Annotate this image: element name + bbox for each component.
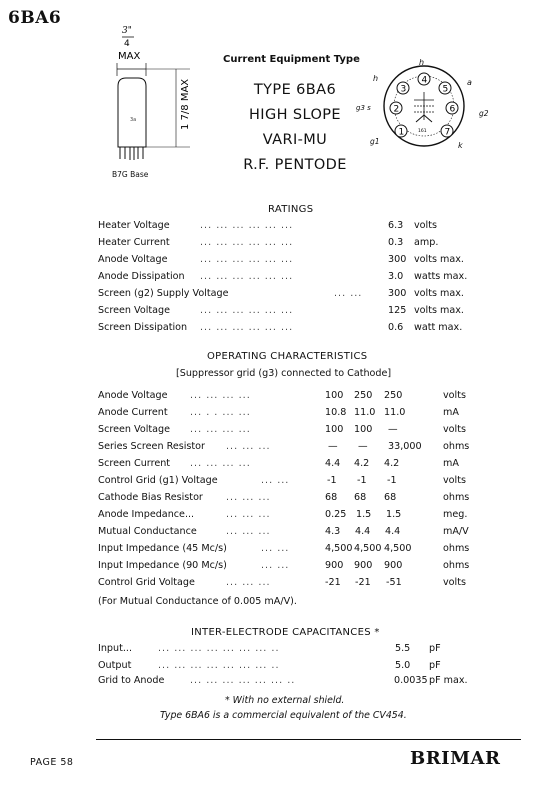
- leader-dots: ... ...: [334, 288, 363, 299]
- op-value-2: 4.2: [354, 458, 370, 469]
- op-label: Screen Voltage: [98, 424, 171, 435]
- cv-equivalent-note: Type 6BA6 is a commercial equivalent of the CV454.: [160, 710, 407, 721]
- shield-footnote: * With no external shield.: [225, 695, 345, 706]
- base-pin-diagram: [378, 60, 470, 152]
- op-value-1: 68: [325, 492, 338, 503]
- op-unit: mA/V: [443, 526, 469, 537]
- op-unit: volts: [443, 424, 466, 435]
- rating-unit: watt max.: [414, 322, 463, 333]
- current-equipment-label: Current Equipment Type: [223, 54, 360, 65]
- op-unit: ohms: [443, 560, 470, 571]
- op-value-3: 4.2: [384, 458, 400, 469]
- title-type: TYPE 6BA6: [253, 82, 337, 98]
- leader-dots: ... ... ... ... ... ...: [200, 271, 294, 282]
- op-label: Input Impedance (45 Mc/s): [98, 543, 227, 554]
- rating-label: Screen (g2) Supply Voltage: [98, 288, 229, 299]
- op-label: Input Impedance (90 Mc/s): [98, 560, 227, 571]
- pin-4: 4: [421, 75, 428, 86]
- rating-value: 300: [388, 254, 407, 265]
- cap-label: Output: [98, 660, 132, 671]
- title-rf-pentode: R.F. PENTODE: [243, 157, 347, 173]
- ratings-title: RATINGS: [268, 204, 314, 215]
- op-value-3: 1.5: [386, 509, 402, 520]
- op-value-2: 100: [354, 424, 373, 435]
- op-value-3: 33,000: [388, 441, 422, 452]
- leader-dots: ... ... ...: [226, 577, 271, 588]
- label-h-top: h: [419, 58, 425, 67]
- op-value-3: 4,500: [384, 543, 412, 554]
- width-max-label: MAX: [118, 51, 141, 62]
- pin-7: 7: [444, 127, 451, 138]
- op-value-2: —: [358, 441, 368, 452]
- leader-dots: ... ... ... ... ... ...: [200, 254, 294, 265]
- rating-label: Anode Dissipation: [98, 271, 185, 282]
- rating-unit: volts max.: [414, 305, 464, 316]
- rating-unit: volts max.: [414, 288, 464, 299]
- op-label: Anode Voltage: [98, 390, 168, 401]
- op-value-1: —: [328, 441, 338, 452]
- rating-label: Anode Voltage: [98, 254, 168, 265]
- width-fraction-numerator: 3": [122, 26, 132, 36]
- op-value-2: 250: [354, 390, 373, 401]
- rating-unit: volts: [414, 220, 437, 231]
- rating-value: 3.0: [388, 271, 404, 282]
- cap-unit: pF max.: [429, 675, 468, 686]
- op-unit: volts: [443, 390, 466, 401]
- cap-value: 5.5: [395, 643, 411, 654]
- op-value-1: 10.8: [325, 407, 347, 418]
- leader-dots: ... ... ... ...: [190, 424, 251, 435]
- op-value-3: 68: [384, 492, 397, 503]
- pin-5: 5: [442, 84, 449, 95]
- op-value-3: -51: [386, 577, 402, 588]
- rating-label: Screen Voltage: [98, 305, 171, 316]
- op-value-1: 900: [325, 560, 344, 571]
- op-value-3: 11.0: [384, 407, 406, 418]
- rating-unit: watts max.: [414, 271, 468, 282]
- leader-dots: ... ... ... ...: [190, 390, 251, 401]
- op-value-2: 4,500: [354, 543, 382, 554]
- op-unit: meg.: [443, 509, 468, 520]
- label-h-left: h: [373, 74, 379, 83]
- operating-note: (For Mutual Conductance of 0.005 mA/V).: [98, 596, 297, 607]
- op-value-3: 900: [384, 560, 403, 571]
- op-value-2: 1.5: [356, 509, 372, 520]
- op-label: Series Screen Resistor: [98, 441, 205, 452]
- leader-dots: ... ... ... ... ... ...: [200, 322, 294, 333]
- rating-value: 0.6: [388, 322, 404, 333]
- rating-value: 125: [388, 305, 407, 316]
- valve-outline-drawing: [100, 22, 220, 172]
- leader-dots: ... ... ... ... ... ... ... ..: [158, 643, 280, 654]
- operating-title: OPERATING CHARACTERISTICS: [207, 351, 368, 362]
- width-fraction-denominator: 4: [124, 39, 130, 49]
- label-g1: g1: [370, 137, 380, 146]
- op-value-1: 100: [325, 390, 344, 401]
- leader-dots: ... ... ... ... ... ...: [200, 220, 294, 231]
- op-unit: volts: [443, 475, 466, 486]
- leader-dots: ... ...: [261, 560, 290, 571]
- title-vari-mu: VARI-MU: [262, 132, 328, 148]
- op-value-3: —: [388, 424, 398, 435]
- op-value-1: -21: [325, 577, 341, 588]
- cap-unit: pF: [429, 660, 441, 671]
- op-unit: ohms: [443, 492, 470, 503]
- cap-value: 5.0: [395, 660, 411, 671]
- op-unit: ohms: [443, 441, 470, 452]
- pin-2: 2: [393, 104, 400, 115]
- op-value-1: 4,500: [325, 543, 353, 554]
- rating-value: 300: [388, 288, 407, 299]
- op-value-3: 4.4: [385, 526, 401, 537]
- height-max-label: 1 7/8 MAX: [180, 78, 191, 130]
- leader-dots: ... ...: [261, 475, 290, 486]
- cap-unit: pF: [429, 643, 441, 654]
- rating-value: 0.3: [388, 237, 404, 248]
- tube-type-code: 6BA6: [8, 8, 62, 28]
- op-unit: mA: [443, 407, 459, 418]
- rating-unit: volts max.: [414, 254, 464, 265]
- op-value-2: -21: [355, 577, 371, 588]
- leader-dots: ... ... ...: [226, 509, 271, 520]
- op-label: Cathode Bias Resistor: [98, 492, 203, 503]
- op-value-1: 100: [325, 424, 344, 435]
- pin-1: 1: [398, 127, 405, 138]
- leader-dots: ... ...: [261, 543, 290, 554]
- label-k: k: [458, 141, 463, 150]
- capacitances-title: INTER-ELECTRODE CAPACITANCES *: [191, 627, 380, 638]
- op-value-2: 11.0: [354, 407, 376, 418]
- operating-subtitle: [Suppressor grid (g3) connected to Cathode]: [176, 368, 392, 379]
- cap-label: Input...: [98, 643, 132, 654]
- op-value-2: 900: [354, 560, 373, 571]
- op-value-1: 0.25: [325, 509, 347, 520]
- rating-label: Screen Dissipation: [98, 322, 188, 333]
- op-unit: volts: [443, 577, 466, 588]
- cap-label: Grid to Anode: [98, 675, 165, 686]
- svg-text:161: 161: [418, 129, 427, 134]
- svg-text:3a: 3a: [130, 117, 137, 123]
- op-label: Anode Impedance...: [98, 509, 195, 520]
- base-caption: B7G Base: [112, 170, 149, 179]
- leader-dots: ... ... ... ... ... ...: [200, 305, 294, 316]
- op-value-1: 4.4: [325, 458, 341, 469]
- title-high-slope: HIGH SLOPE: [248, 107, 341, 123]
- cap-value: 0.0035: [394, 675, 428, 686]
- label-g3s: g3 s: [356, 104, 371, 112]
- leader-dots: ... ... ...: [226, 492, 271, 503]
- page-number: PAGE 58: [30, 757, 74, 768]
- leader-dots: ... . . ... ...: [190, 407, 251, 418]
- op-value-3: 250: [384, 390, 403, 401]
- leader-dots: ... ... ...: [226, 441, 271, 452]
- op-unit: mA: [443, 458, 459, 469]
- pin-3: 3: [400, 84, 407, 95]
- rating-label: Heater Voltage: [98, 220, 170, 231]
- op-unit: ohms: [443, 543, 470, 554]
- op-value-3: -1: [387, 475, 397, 486]
- footer-rule: [96, 739, 521, 740]
- op-value-2: 4.4: [355, 526, 371, 537]
- op-label: Control Grid (g1) Voltage: [98, 475, 218, 486]
- op-label: Anode Current: [98, 407, 168, 418]
- op-label: Control Grid Voltage: [98, 577, 195, 588]
- op-value-1: 4.3: [325, 526, 341, 537]
- op-value-2: -1: [357, 475, 367, 486]
- leader-dots: ... ... ... ... ... ... ... ..: [158, 660, 280, 671]
- rating-unit: amp.: [414, 237, 439, 248]
- rating-label: Heater Current: [98, 237, 170, 248]
- op-value-2: 68: [354, 492, 367, 503]
- label-g2: g2: [479, 109, 489, 118]
- op-label: Mutual Conductance: [98, 526, 197, 537]
- pin-6: 6: [449, 104, 456, 115]
- label-a: a: [467, 78, 472, 87]
- rating-value: 6.3: [388, 220, 404, 231]
- op-label: Screen Current: [98, 458, 171, 469]
- brand-logo: BRIMAR: [410, 748, 501, 769]
- leader-dots: ... ... ... ...: [190, 458, 251, 469]
- leader-dots: ... ... ...: [226, 526, 271, 537]
- op-value-1: -1: [327, 475, 337, 486]
- leader-dots: ... ... ... ... ... ...: [200, 237, 294, 248]
- leader-dots: ... ... ... ... ... ... ..: [190, 675, 296, 686]
